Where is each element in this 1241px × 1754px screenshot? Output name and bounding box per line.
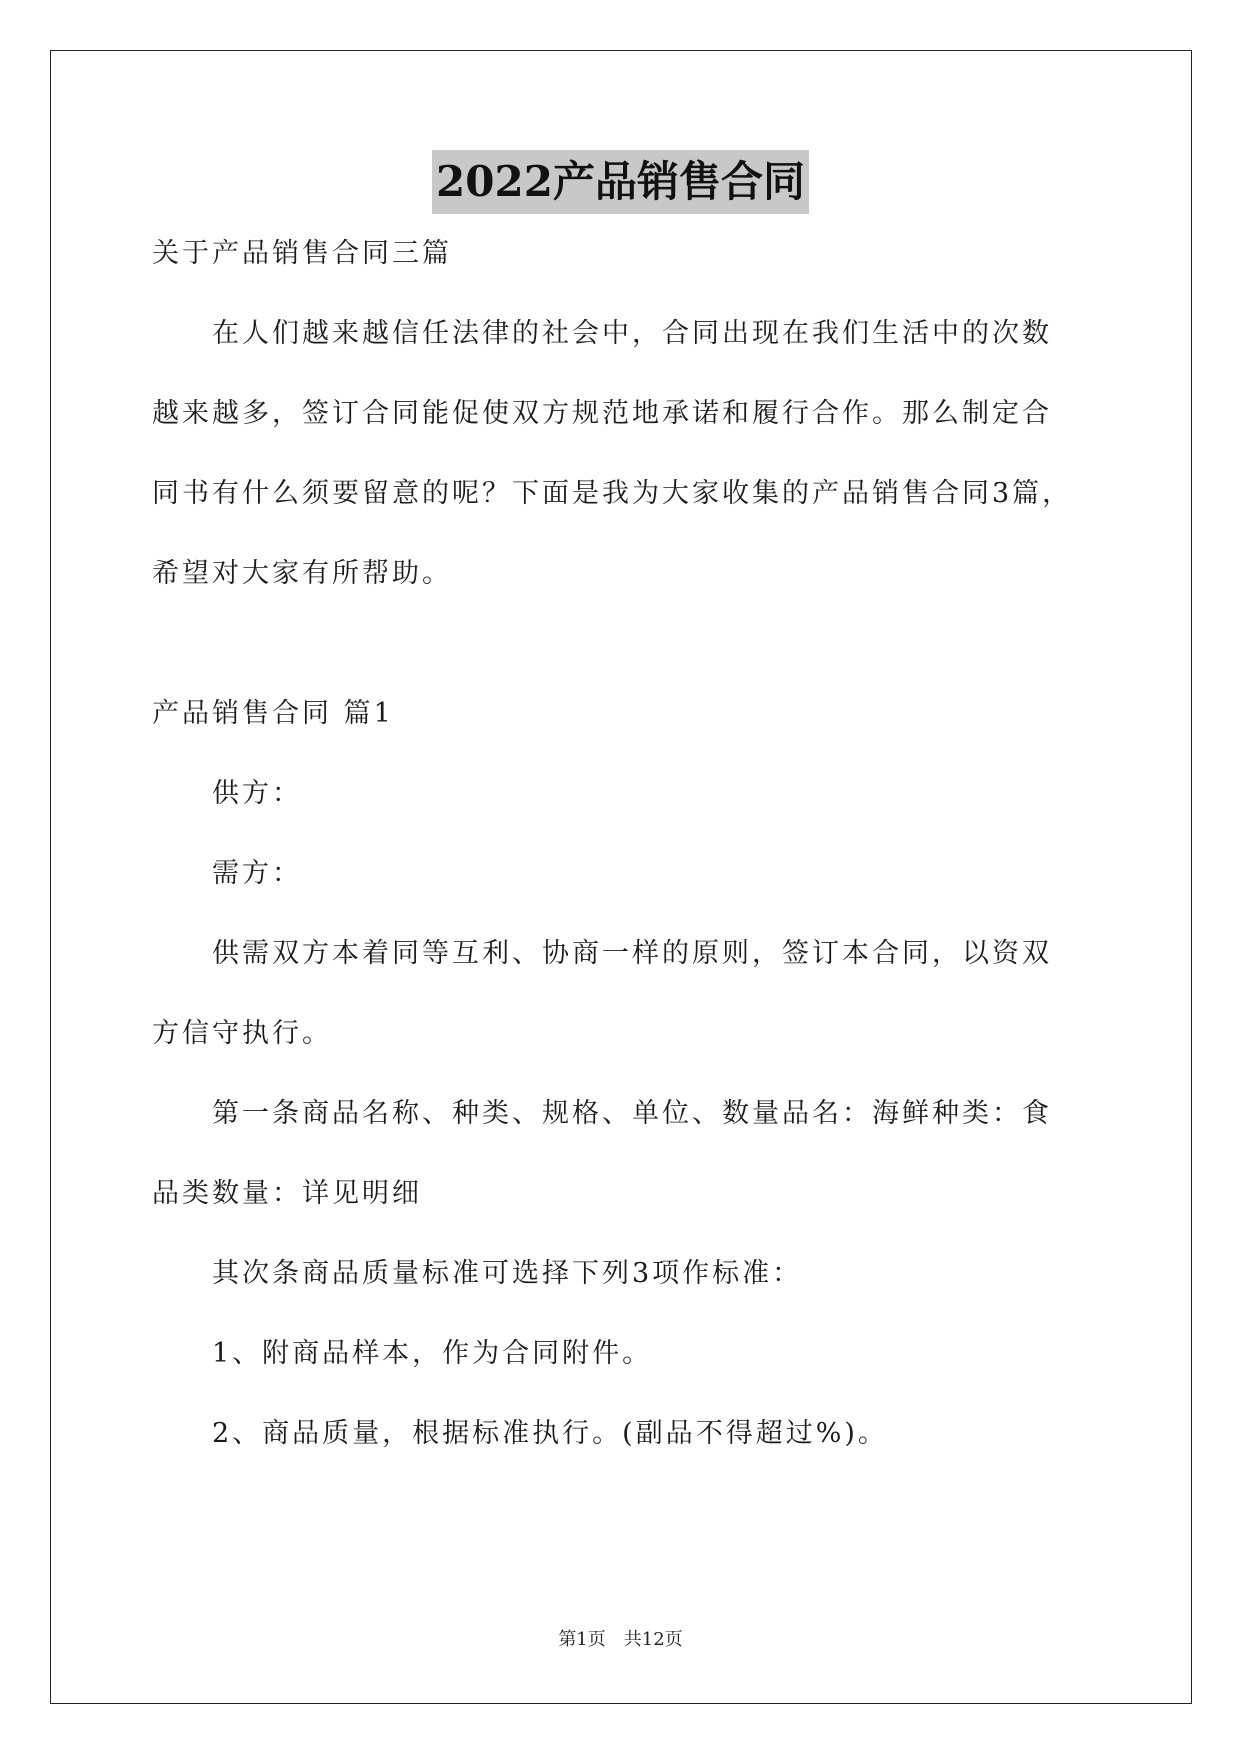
document-subtitle: 关于产品销售合同三篇 (152, 238, 452, 269)
section-heading: 产品销售合同 篇1 (152, 698, 394, 729)
document-title: 2022产品销售合同 (432, 150, 809, 214)
article1-line: 品类数量：详见明细 (152, 1178, 422, 1209)
principle-line: 方信守执行。 (152, 1018, 332, 1049)
article2-heading: 其次条商品质量标准可选择下列3项作标准： (212, 1258, 803, 1289)
buyer-label: 需方： (212, 858, 302, 889)
intro-line: 同书有什么须要留意的呢？下面是我为大家收集的产品销售合同3篇， (152, 478, 1073, 509)
list-item: 1、附商品样本，作为合同附件。 (212, 1338, 653, 1369)
supplier-label: 供方： (212, 778, 302, 809)
principle-line: 供需双方本着同等互利、协商一样的原则，签订本合同，以资双 (212, 938, 1052, 969)
intro-line: 在人们越来越信任法律的社会中，合同出现在我们生活中的次数 (212, 318, 1052, 349)
intro-line: 越来越多，签订合同能促使双方规范地承诺和履行合作。那么制定合 (152, 398, 1052, 429)
page-footer: 第1页 共12页 (558, 1629, 683, 1650)
title-container (0, 150, 1241, 214)
article1-line: 第一条商品名称、种类、规格、单位、数量品名：海鲜种类：食 (212, 1098, 1052, 1129)
intro-line: 希望对大家有所帮助。 (152, 558, 452, 589)
list-item: 2、商品质量，根据标准执行。(副品不得超过%)。 (212, 1418, 888, 1449)
